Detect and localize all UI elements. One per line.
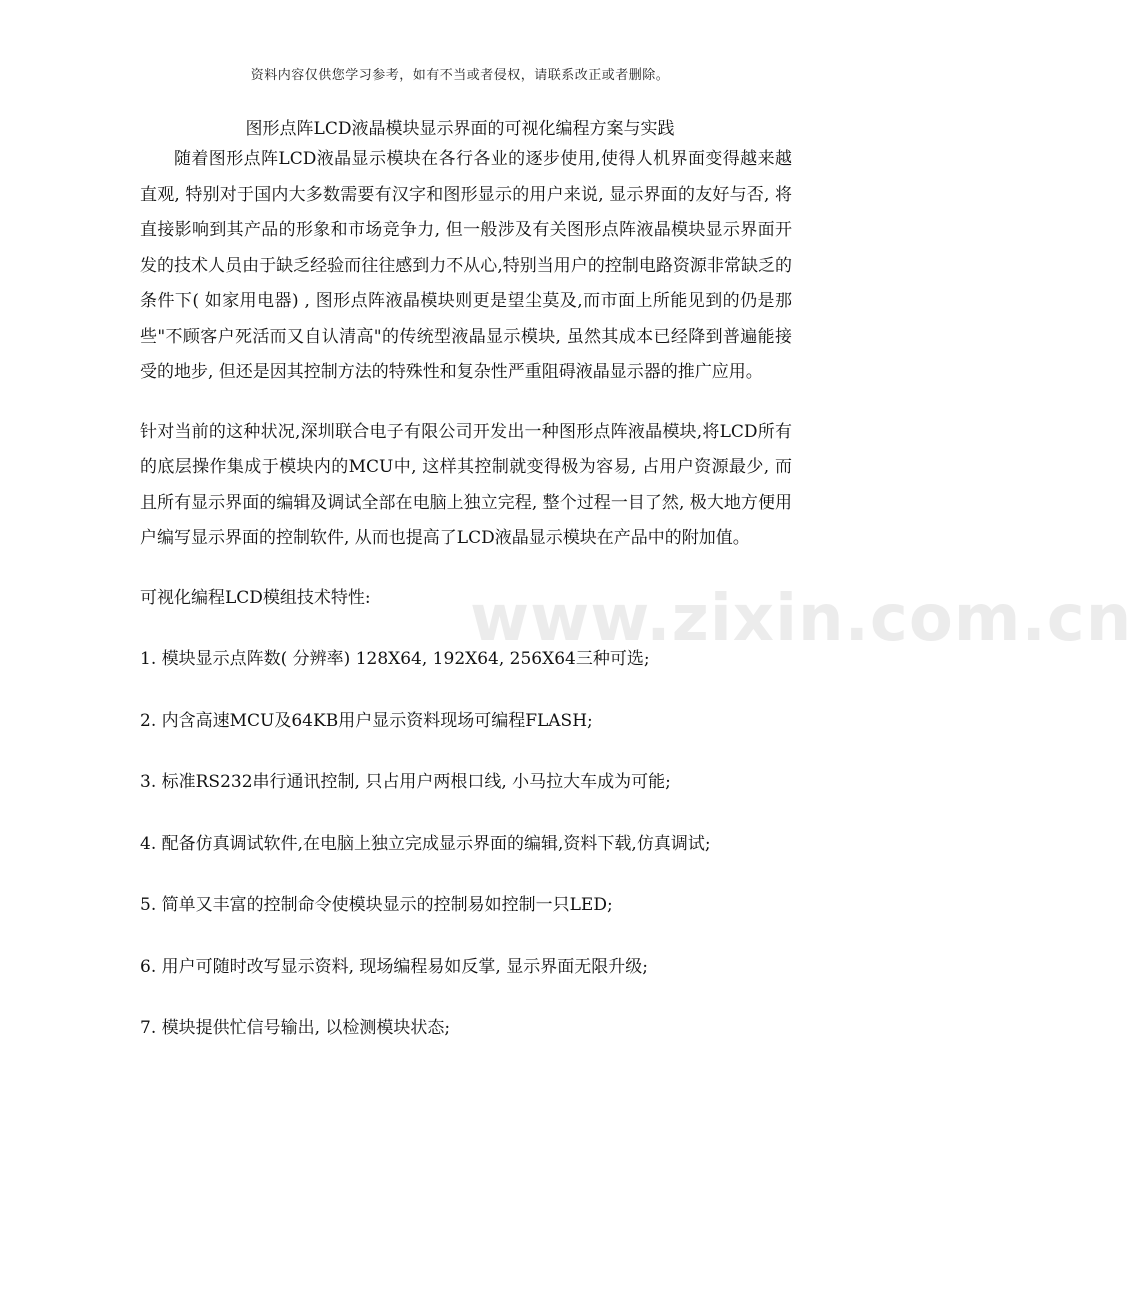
feature-item-1: 1. 模块显示点阵数( 分辨率) 128X64, 192X64, 256X64三种可选; — [140, 649, 650, 669]
features-heading: 可视化编程LCD模组技术特性: — [140, 587, 371, 608]
document-body — [140, 142, 792, 1047]
features-list — [140, 642, 792, 1047]
feature-item-4: 4. 配备仿真调试软件,在电脑上独立完成显示界面的编辑,资料下载,仿真调试; — [140, 833, 711, 854]
feature-item-3: 3. 标准RS232串行通讯控制, 只占用户两根口线, 小马拉大车成为可能; — [140, 772, 671, 792]
paragraph-intro: 随着图形点阵LCD液晶显示模块在各行各业的逐步使用,使得人机界面变得越来越直观, 特别对于国内大多数需要有汉字和图形显示的用户来说, 显示界面的友好与否, 将直接影响到其产品的形象和市场竞争力, 但一般涉及有关图形点阵液晶模块显示界面开发的技术人员由于缺乏经验而往往感到力不从心,特别当用户的控制电路资源非常缺乏的条件下( 如家用电器) , 图形点阵液晶模块则更是望尘莫及,而市面上所能见到的仍是那些"不顾客户死活而又自认清高"的传统型液晶显示模块, 虽然其成本已经降到普遍能接受的地步, 但还是因其控制方法的特殊性和复杂性严重阻碍液晶显示器的推广应用。 — [140, 149, 792, 382]
feature-item-6: 6. 用户可随时改写显示资料, 现场编程易如反掌, 显示界面无限升级; — [140, 956, 648, 977]
paragraph-solution: 针对当前的这种状况,深圳联合电子有限公司开发出一种图形点阵液晶模块,将LCD所有的底层操作集成于模块内的MCU中, 这样其控制就变得极为容易, 占用户资源最少, 而且所有显示界面的编辑及调试全部在电脑上独立完程, 整个过程一目了然, 极大地方便用户编写显示界面的控制软件, 从而也提高了LCD液晶显示模块在产品中的附加值。 — [140, 421, 792, 548]
disclaimer-header: 资料内容仅供您学习参考，如有不当或者侵权，请联系改正或者删除。 — [250, 68, 670, 83]
feature-item-2: 2. 内含高速MCU及64KB用户显示资料现场可编程FLASH; — [140, 710, 593, 731]
watermark: www.zixin.com.cn — [470, 582, 1132, 656]
feature-item-5: 5. 简单又丰富的控制命令使模块显示的控制易如控制一只LED; — [140, 895, 613, 915]
feature-item-7: 7. 模块提供忙信号输出, 以检测模块状态; — [140, 1018, 451, 1038]
document-title: 图形点阵LCD液晶模块显示界面的可视化编程方案与实践 — [245, 119, 675, 139]
